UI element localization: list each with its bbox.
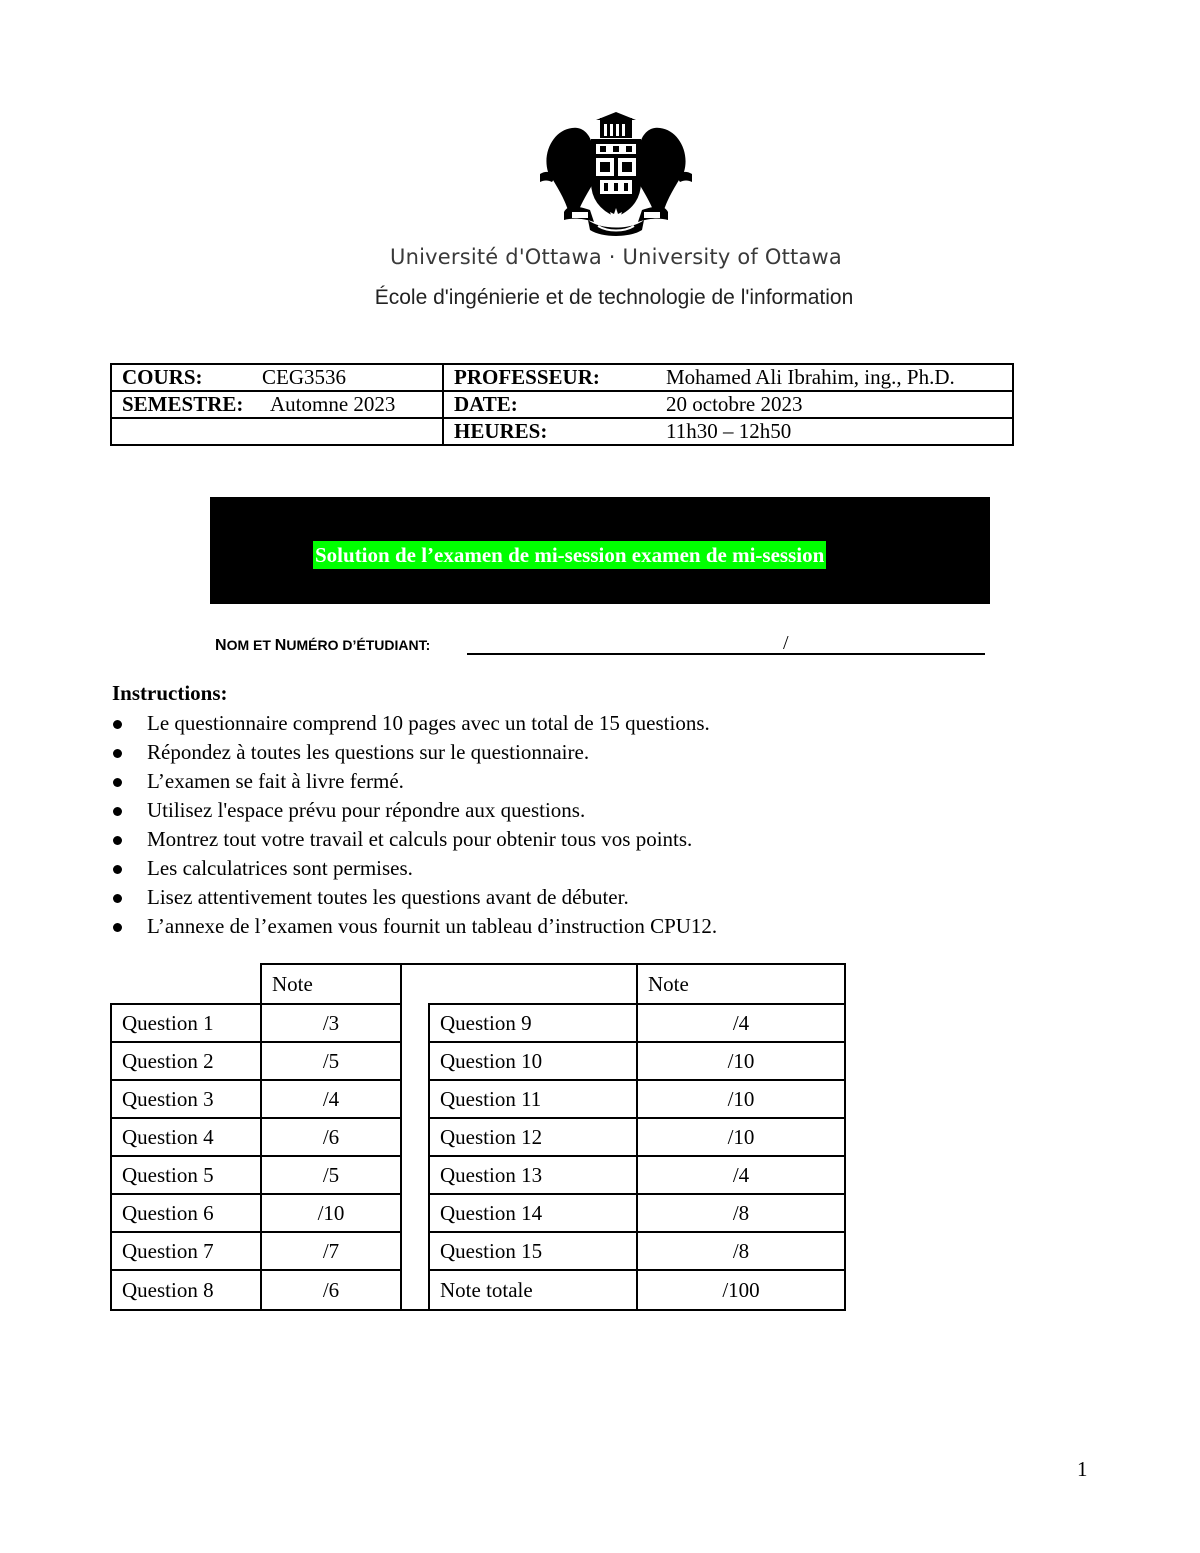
exam-title: Solution de l’examen de mi-session examen de mi-session (315, 543, 825, 567)
table-row: Question 7 /7 Question 15 /8 (111, 1232, 845, 1270)
bullet-icon (113, 836, 122, 845)
list-item: Répondez à toutes les questions sur le questionnaire. (112, 738, 717, 767)
grades-table (110, 963, 846, 1311)
course-value: CEG3536 (262, 365, 346, 389)
student-answer-line[interactable] (467, 653, 985, 655)
date-cell (443, 391, 1013, 418)
list-item: L’annexe de l’examen vous fournit un tableau d’instruction CPU12. (112, 912, 717, 941)
professor-label: PROFESSEUR: (454, 365, 600, 389)
list-item: Montrez tout votre travail et calculs pour obtenir tous vos points. (112, 825, 717, 854)
table-row: Question 1 /3 Question 9 /4 (111, 1004, 845, 1042)
student-field-label: NOM ET NUMÉRO D’ÉTUDIANT: (215, 637, 431, 654)
list-item: Le questionnaire comprend 10 pages avec un total de 15 questions. (112, 709, 717, 738)
table-row: Question 2 /5 Question 10 /10 (111, 1042, 845, 1080)
faculty-name: École d'ingénierie et de technologie de l'information (374, 286, 854, 309)
semester-cell (111, 391, 443, 418)
empty-cell (111, 418, 443, 445)
course-label: COURS: (122, 365, 203, 389)
bullet-icon (113, 807, 122, 816)
university-name: Université d'Ottawa · University of Ottawa (390, 245, 842, 269)
list-item: L’examen se fait à livre fermé. (112, 767, 717, 796)
course-info-table (110, 363, 1014, 446)
student-name-number-field[interactable] (215, 633, 1005, 661)
student-field-separator: / (783, 632, 789, 654)
bullet-icon (113, 720, 122, 729)
instructions-title: Instructions: (112, 681, 228, 705)
semester-label: SEMESTRE: (122, 392, 244, 416)
note-header-left: Note (261, 964, 401, 1004)
list-item: Les calculatrices sont permises. (112, 854, 717, 883)
course-cell (111, 364, 443, 391)
hours-label: HEURES: (454, 419, 548, 443)
date-label: DATE: (454, 392, 518, 416)
list-item: Utilisez l'espace prévu pour répondre aux questions. (112, 796, 717, 825)
note-header-right: Note (637, 964, 845, 1004)
professor-cell (443, 364, 1013, 391)
professor-value: Mohamed Ali Ibrahim, ing., Ph.D. (666, 365, 955, 389)
table-row: Question 3 /4 Question 11 /10 (111, 1080, 845, 1118)
university-crest-logo (538, 112, 694, 238)
bullet-icon (113, 923, 122, 932)
table-row: Question 6 /10 Question 14 /8 (111, 1194, 845, 1232)
bullet-icon (113, 778, 122, 787)
page-number: 1 (1077, 1457, 1088, 1481)
hours-value: 11h30 – 12h50 (666, 419, 792, 443)
semester-value: Automne 2023 (270, 392, 396, 416)
bullet-icon (113, 894, 122, 903)
instructions-list (112, 709, 717, 941)
bullet-icon (113, 749, 122, 758)
hours-cell (443, 418, 1013, 445)
table-row: Question 4 /6 Question 12 /10 (111, 1118, 845, 1156)
bullet-icon (113, 865, 122, 874)
table-row: Question 5 /5 Question 13 /4 (111, 1156, 845, 1194)
list-item: Lisez attentivement toutes les questions avant de débuter. (112, 883, 717, 912)
date-value: 20 octobre 2023 (666, 392, 803, 416)
table-row: Question 8 /6 Note totale /100 (111, 1270, 845, 1310)
